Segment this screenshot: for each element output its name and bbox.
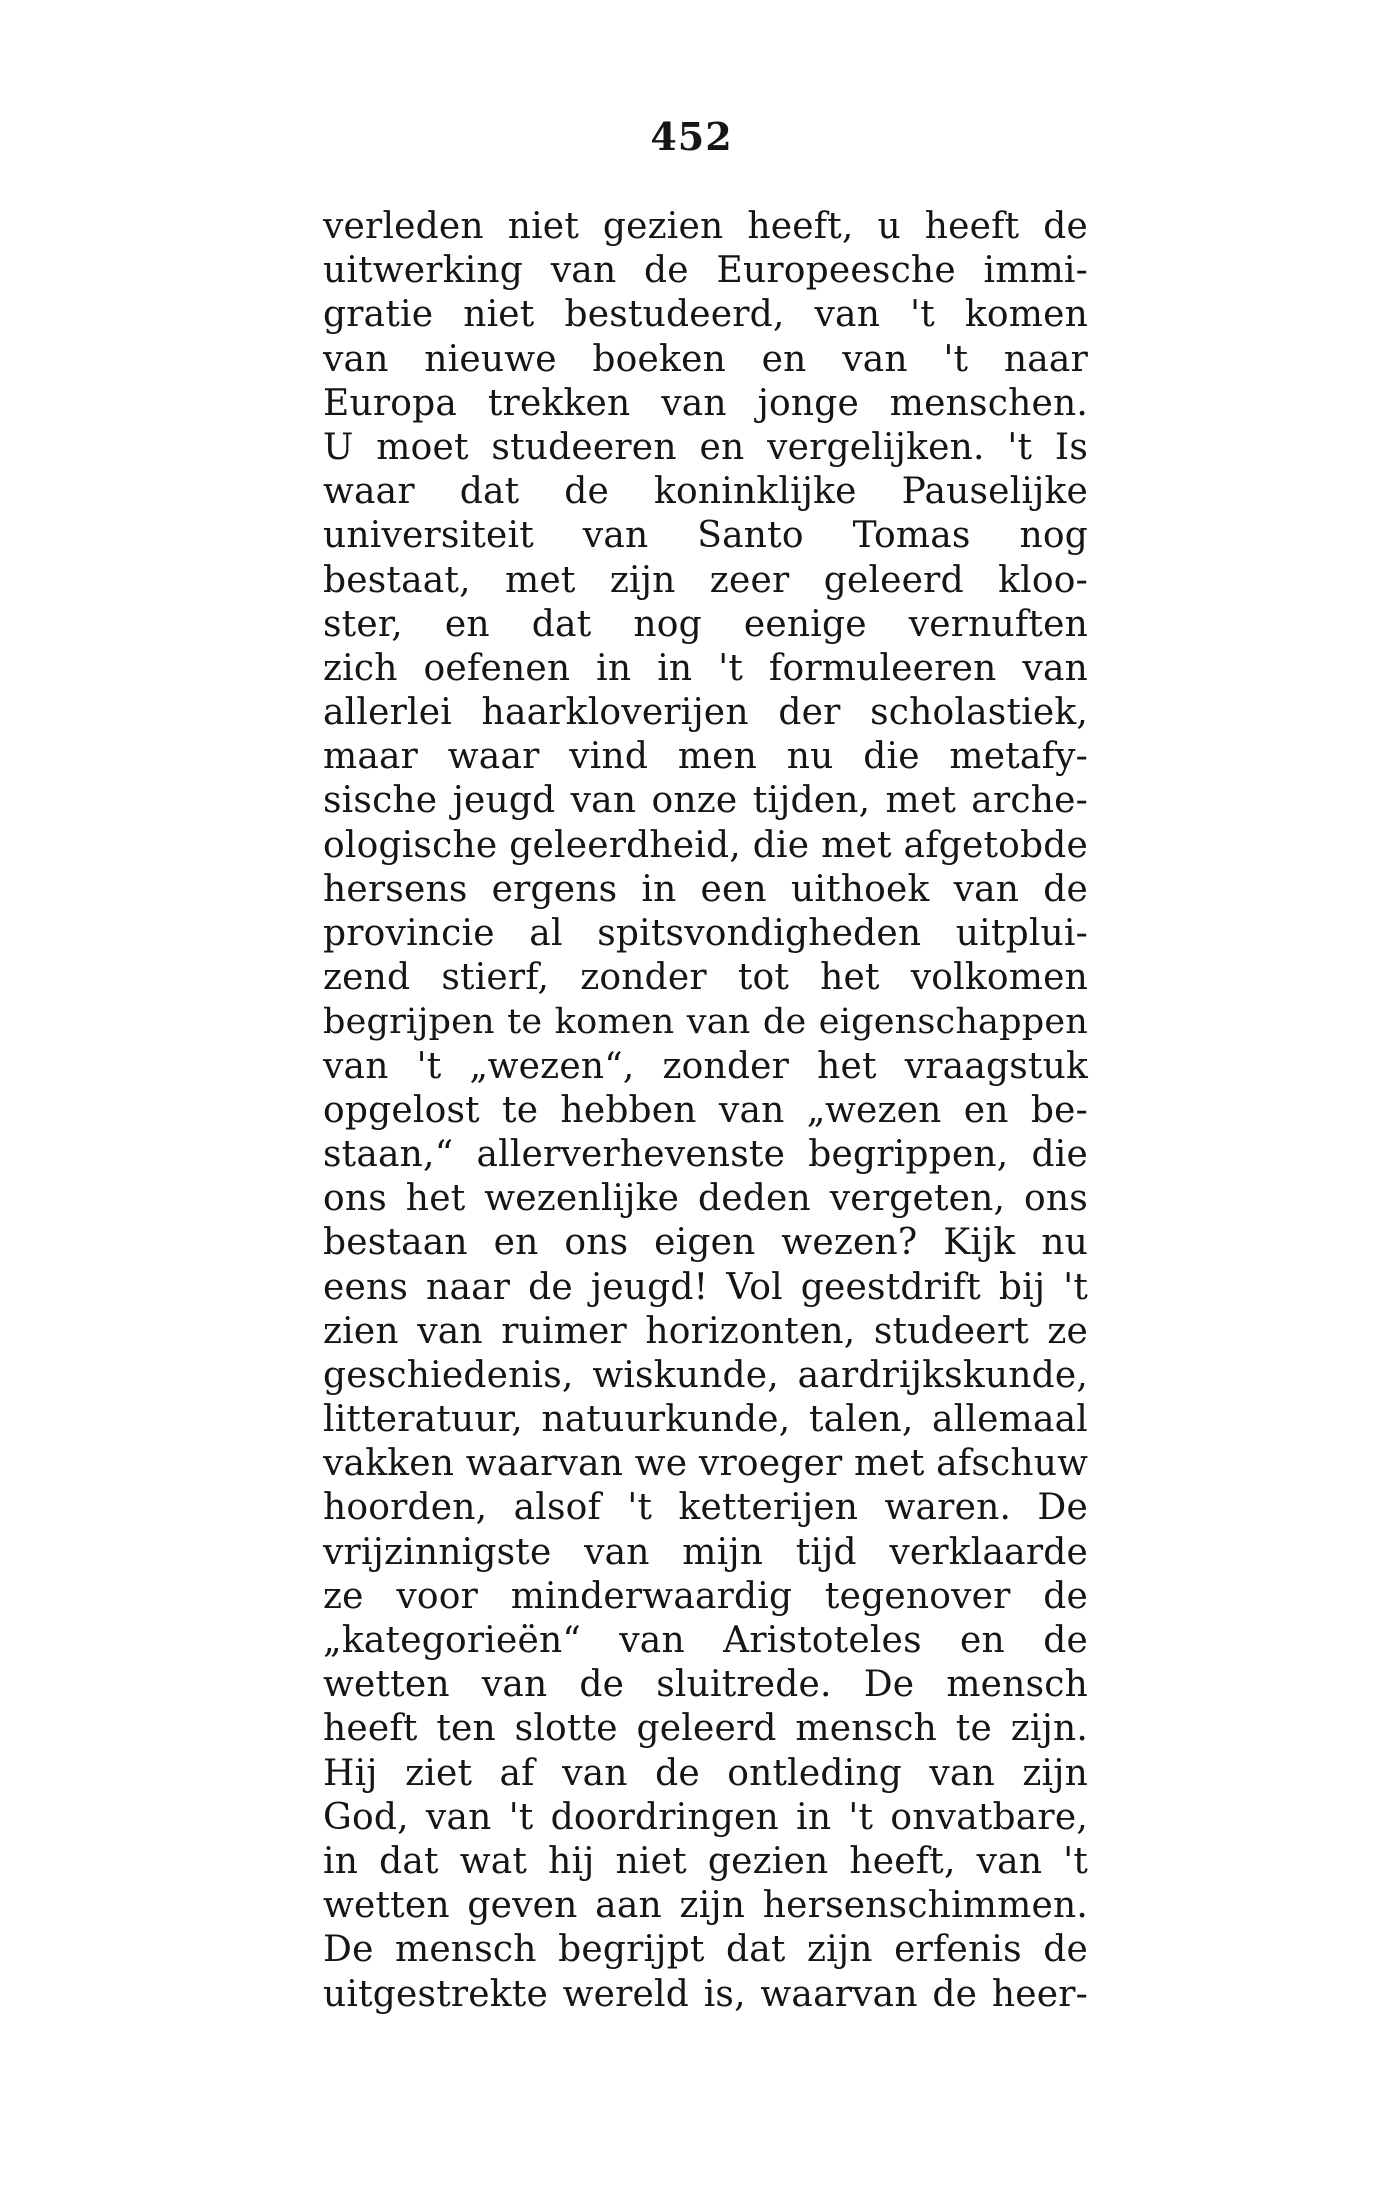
text-line: heeft ten slotte geleerd mensch te zijn. bbox=[323, 1708, 1088, 1750]
page-number: 452 bbox=[650, 114, 733, 159]
text-line: God, van 't doordringen in 't onvatbare, bbox=[323, 1796, 1088, 1838]
text-line: maar waar vind men nu die metafy- bbox=[323, 736, 1088, 778]
text-line: „kategorieën“ van Aristoteles en de bbox=[323, 1620, 1088, 1661]
text-line: provincie al spitsvondigheden uitplui- bbox=[323, 913, 1088, 954]
text-line: vrijzinnigste van mijn tijd verklaarde bbox=[323, 1531, 1088, 1573]
text-line: zien van ruimer horizonten, studeert ze bbox=[323, 1310, 1088, 1352]
text-line: van 't „wezen“, zonder het vraagstuk bbox=[323, 1045, 1088, 1087]
text-line: uitwerking van de Europeesche immi- bbox=[323, 250, 1088, 292]
text-line: universiteit van Santo Tomas nog bbox=[323, 515, 1088, 557]
text-line: zend stierf, zonder tot het volkomen bbox=[323, 957, 1088, 999]
text-line: ster, en dat nog eenige vernuften bbox=[323, 603, 1088, 645]
text-line: allerlei haarkloverijen der scholastiek, bbox=[323, 692, 1088, 734]
text-line: bestaat, met zijn zeer geleerd kloo- bbox=[323, 559, 1088, 601]
text-line: U moet studeeren en vergelijken. 't Is bbox=[323, 426, 1088, 468]
text-line: ze voor minderwaardig tegenover de bbox=[323, 1575, 1088, 1617]
text-line: sische jeugd van onze tijden, met arche- bbox=[323, 780, 1088, 822]
text-line: Hij ziet af van de ontleding van zijn bbox=[323, 1752, 1088, 1794]
text-line: zich oefenen in in 't formuleeren van bbox=[323, 647, 1088, 689]
text-line: wetten geven aan zijn hersenschimmen. bbox=[323, 1885, 1088, 1927]
text-line: vakken waarvan we vroeger met afschuw bbox=[323, 1443, 1089, 1485]
text-line: verleden niet gezien heeft, u heeft de bbox=[323, 206, 1088, 247]
text-line: waar dat de koninklijke Pauselijke bbox=[323, 471, 1088, 513]
text-line: ons het wezenlijke deden vergeten, ons bbox=[323, 1178, 1088, 1220]
text-line: in dat wat hij niet gezien heeft, van 't bbox=[323, 1840, 1088, 1882]
body-text bbox=[323, 205, 1088, 2017]
text-line: hoorden, alsof 't ketterijen waren. De bbox=[323, 1487, 1088, 1529]
text-line: staan,“ allerverhevenste begrippen, die bbox=[323, 1133, 1088, 1175]
text-line: gratie niet bestudeerd, van 't komen bbox=[323, 294, 1088, 336]
text-line: ologische geleerdheid, die met afgetobde bbox=[323, 824, 1088, 866]
text-line: begrijpen te komen van de eigenschappen bbox=[323, 1002, 1088, 1043]
text-line: uitgestrekte wereld is, waarvan de heer- bbox=[323, 1973, 1088, 2015]
text-line: De mensch begrijpt dat zijn erfenis de bbox=[323, 1929, 1088, 1971]
text-line: van nieuwe boeken en van 't naar bbox=[323, 338, 1088, 380]
text-line: hersens ergens in een uithoek van de bbox=[323, 868, 1088, 910]
text-line: Europa trekken van jonge menschen. bbox=[323, 382, 1088, 424]
text-line: litteratuur, natuurkunde, talen, allemaal bbox=[323, 1399, 1088, 1441]
text-line: geschiedenis, wiskunde, aardrijkskunde, bbox=[323, 1354, 1088, 1396]
text-line: wetten van de sluitrede. De mensch bbox=[323, 1664, 1088, 1706]
text-line: bestaan en ons eigen wezen? Kijk nu bbox=[323, 1222, 1088, 1264]
text-line: opgelost te hebben van „wezen en be- bbox=[323, 1089, 1088, 1131]
text-line: eens naar de jeugd! Vol geestdrift bij 't bbox=[323, 1266, 1088, 1308]
